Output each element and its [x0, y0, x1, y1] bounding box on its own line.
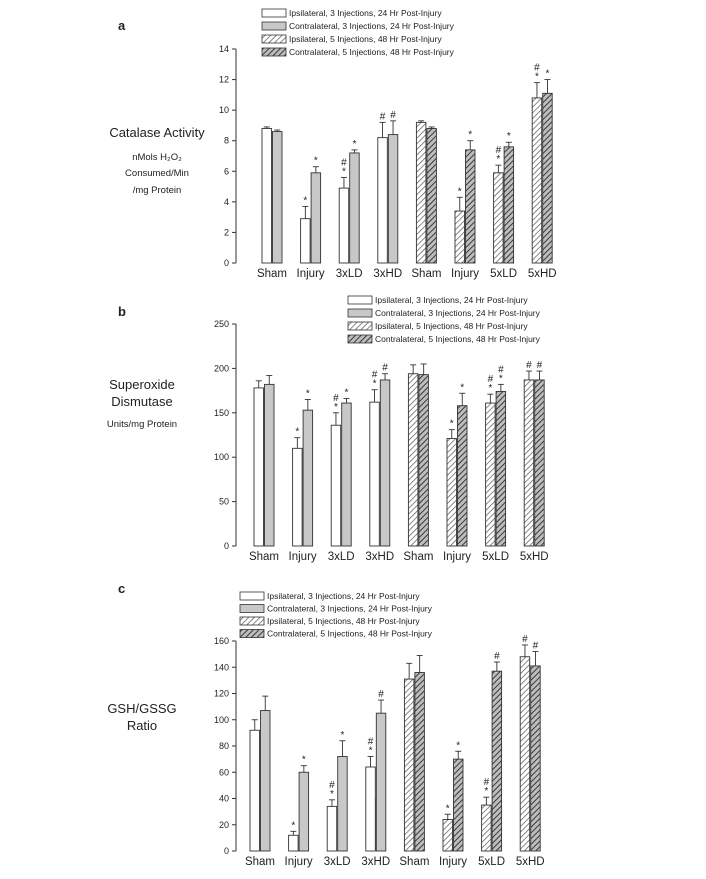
x-category-label: Injury — [296, 268, 325, 280]
x-category-label: 5xHD — [519, 551, 549, 563]
panel-c — [107, 581, 544, 868]
x-category-label: Sham — [403, 551, 434, 563]
bar — [311, 173, 321, 263]
y-axis-label: Dismutase — [111, 394, 173, 409]
significance-mark: # — [379, 111, 386, 123]
y-tick-label: 0 — [223, 541, 229, 551]
bar — [532, 98, 542, 263]
y-axis-label: /mg Protein — [132, 185, 182, 196]
significance-mark: # — [382, 362, 388, 374]
significance-mark: # — [498, 364, 504, 376]
y-axis-label: GSH/GSSG — [107, 701, 177, 716]
x-category-label: 5xLD — [478, 856, 506, 868]
bar — [415, 673, 425, 852]
significance-mark: * — [545, 68, 550, 80]
significance-mark: * — [303, 195, 308, 207]
bar — [543, 93, 553, 263]
significance-mark: * — [468, 129, 473, 141]
y-tick-label: 10 — [218, 105, 229, 116]
legend-swatch — [262, 22, 286, 30]
bar — [454, 759, 464, 851]
significance-mark: * — [484, 786, 489, 798]
significance-mark: * — [340, 729, 345, 741]
x-category-label: 3xHD — [365, 551, 395, 563]
y-tick-label: 50 — [218, 496, 229, 507]
y-tick-label: 100 — [213, 714, 229, 725]
significance-mark: # — [494, 651, 500, 662]
x-category-label: Injury — [438, 856, 468, 868]
legend-label: Contralateral, 5 Injections, 48 Hr Post-Injury — [375, 334, 540, 344]
bar — [289, 835, 299, 851]
significance-mark: # — [329, 779, 335, 791]
significance-mark: * — [372, 378, 377, 390]
bar — [273, 132, 283, 263]
bar — [455, 211, 465, 263]
bar — [466, 150, 476, 263]
significance-mark: # — [532, 640, 539, 652]
significance-mark: * — [341, 166, 346, 178]
significance-mark: # — [341, 157, 347, 169]
legend-swatch — [262, 48, 286, 56]
bar — [482, 805, 492, 851]
y-axis-label: Superoxide — [109, 377, 175, 392]
bar — [299, 772, 309, 851]
bar — [504, 147, 513, 263]
y-tick-label: 80 — [218, 741, 229, 751]
x-category-label: 3xHD — [373, 268, 403, 280]
significance-mark: * — [498, 373, 503, 385]
legend-label: Ipsilateral, 5 Injections, 48 Hr Post-Injury — [289, 34, 442, 44]
y-tick-label: 160 — [213, 636, 229, 646]
x-category-label: Injury — [442, 551, 472, 563]
bar — [327, 806, 337, 851]
x-category-label: Injury — [288, 551, 317, 563]
y-tick-label: 150 — [213, 407, 229, 418]
bar — [380, 380, 390, 546]
panel-letter: b — [118, 304, 126, 319]
significance-mark: * — [457, 186, 462, 198]
bar — [535, 380, 545, 546]
bar — [447, 439, 457, 546]
significance-mark: * — [534, 71, 539, 83]
x-category-label: 5xHD — [527, 268, 557, 280]
bar — [366, 767, 376, 851]
significance-mark: # — [522, 633, 528, 645]
significance-mark: # — [534, 62, 540, 74]
bar — [419, 375, 429, 546]
significance-mark: # — [483, 777, 490, 789]
x-category-label: 5xHD — [515, 856, 545, 868]
significance-mark: * — [301, 754, 306, 766]
y-axis-label: Ratio — [126, 718, 158, 733]
x-category-label: 3xLD — [327, 551, 355, 563]
x-category-label: 5xLD — [490, 268, 518, 280]
significance-mark: # — [390, 109, 396, 121]
significance-mark: * — [329, 788, 334, 800]
bar — [301, 219, 311, 263]
y-tick-label: 0 — [223, 258, 229, 268]
y-tick-label: 120 — [213, 688, 229, 699]
bar — [531, 666, 541, 851]
significance-mark: * — [313, 155, 318, 167]
legend-label: Contralateral, 3 Injections, 24 Hr Post-Injury — [267, 603, 432, 614]
bar — [370, 402, 380, 546]
legend-label: Contralateral, 3 Injections, 24 Hr Post-Injury — [375, 308, 540, 318]
significance-mark: # — [526, 360, 532, 372]
bar — [458, 406, 468, 546]
bar — [261, 711, 271, 851]
y-tick-label: 250 — [213, 319, 229, 329]
legend-swatch — [262, 9, 286, 17]
significance-mark: # — [371, 369, 378, 381]
y-axis-label: Units/mg Protein — [106, 419, 178, 430]
legend-swatch — [348, 322, 372, 330]
y-tick-label: 60 — [218, 767, 229, 778]
significance-mark: * — [295, 426, 300, 438]
legend-swatch — [262, 35, 286, 43]
bar — [265, 384, 275, 546]
bar — [520, 657, 530, 851]
bar — [339, 188, 349, 263]
x-category-label: Injury — [450, 268, 480, 280]
legend-label: Ipsilateral, 3 Injections, 24 Hr Post-Injury — [267, 591, 420, 601]
significance-mark: * — [352, 138, 357, 150]
y-tick-label: 0 — [223, 846, 229, 856]
significance-mark: * — [456, 740, 461, 752]
significance-mark: * — [291, 820, 296, 832]
significance-mark: * — [449, 418, 454, 430]
legend-label: Ipsilateral, 3 Injections, 24 Hr Post-Injury — [375, 295, 528, 305]
significance-mark: * — [445, 803, 450, 815]
significance-mark: # — [536, 360, 543, 372]
panel-letter: a — [118, 18, 126, 33]
x-category-label: 5xLD — [482, 551, 510, 563]
legend-label: Ipsilateral, 5 Injections, 48 Hr Post-Injury — [375, 321, 528, 331]
x-category-label: Sham — [399, 856, 430, 868]
y-tick-label: 12 — [218, 74, 229, 85]
legend-swatch — [348, 309, 372, 317]
panel-letter: c — [118, 581, 126, 596]
significance-mark: * — [460, 382, 465, 394]
significance-mark: * — [344, 387, 349, 399]
legend-label: Ipsilateral, 5 Injections, 48 Hr Post-Injury — [267, 616, 420, 626]
legend-label: Contralateral, 5 Injections, 48 Hr Post-Injury — [267, 628, 432, 639]
significance-mark: # — [367, 736, 374, 748]
bar — [331, 425, 341, 546]
x-category-label: Sham — [256, 268, 288, 280]
legend-swatch — [240, 605, 264, 613]
significance-mark: * — [496, 154, 501, 166]
y-tick-label: 200 — [213, 363, 229, 374]
bar — [254, 388, 264, 546]
bar — [404, 679, 414, 851]
y-tick-label: 4 — [223, 196, 229, 207]
bar — [338, 757, 348, 852]
y-tick-label: 40 — [218, 793, 229, 804]
significance-mark: # — [487, 374, 494, 386]
legend-swatch — [240, 630, 264, 638]
bar — [496, 391, 506, 546]
bar — [494, 173, 504, 263]
y-tick-label: 8 — [223, 135, 229, 146]
y-tick-label: 20 — [218, 819, 229, 830]
x-category-label: 3xHD — [361, 856, 391, 868]
x-category-label: Injury — [284, 856, 313, 868]
significance-mark: # — [495, 145, 502, 157]
legend-swatch — [348, 335, 372, 343]
legend-swatch — [240, 592, 264, 600]
legend-label: Contralateral, 3 Injections, 24 Hr Post-Injury — [289, 21, 454, 31]
legend-label: Ipsilateral, 3 Injections, 24 Hr Post-Injury — [289, 8, 442, 18]
legend-label: Contralateral, 5 Injections, 48 Hr Post-Injury — [289, 47, 454, 57]
bar — [388, 135, 398, 263]
legend-swatch — [240, 617, 264, 625]
significance-mark: * — [506, 131, 511, 143]
bar — [350, 153, 360, 263]
x-category-label: Sham — [411, 268, 442, 280]
significance-mark: * — [333, 401, 338, 413]
bar — [416, 122, 426, 263]
y-axis-label: Catalase Activity — [109, 125, 205, 140]
y-tick-label: 6 — [223, 166, 229, 177]
bar — [376, 713, 386, 851]
y-tick-label: 140 — [213, 662, 229, 673]
bar — [378, 138, 388, 263]
panel-a — [109, 8, 556, 280]
bar — [262, 128, 272, 263]
x-category-label: Sham — [248, 551, 280, 563]
bar — [408, 374, 418, 546]
significance-mark: # — [333, 392, 339, 404]
bar — [293, 448, 303, 546]
y-axis-label: nMols H₂O₂ — [132, 152, 182, 163]
bar — [524, 380, 534, 546]
y-tick-label: 14 — [218, 44, 229, 54]
legend-swatch — [348, 296, 372, 304]
y-axis-label: Consumed/Min — [125, 168, 189, 179]
bar — [427, 128, 437, 263]
x-category-label: 3xLD — [335, 268, 363, 280]
x-category-label: Sham — [244, 856, 276, 868]
y-tick-label: 100 — [213, 452, 229, 463]
bar — [486, 403, 496, 546]
bar — [250, 730, 260, 851]
bar — [443, 820, 453, 852]
significance-mark: # — [378, 689, 384, 701]
bar — [492, 671, 502, 851]
bar — [342, 403, 352, 546]
significance-mark: * — [488, 383, 493, 395]
bar — [303, 410, 313, 546]
y-tick-label: 2 — [223, 227, 229, 238]
significance-mark: * — [305, 388, 310, 400]
x-category-label: 3xLD — [323, 856, 351, 868]
significance-mark: * — [368, 745, 373, 757]
panel-b — [107, 295, 549, 563]
